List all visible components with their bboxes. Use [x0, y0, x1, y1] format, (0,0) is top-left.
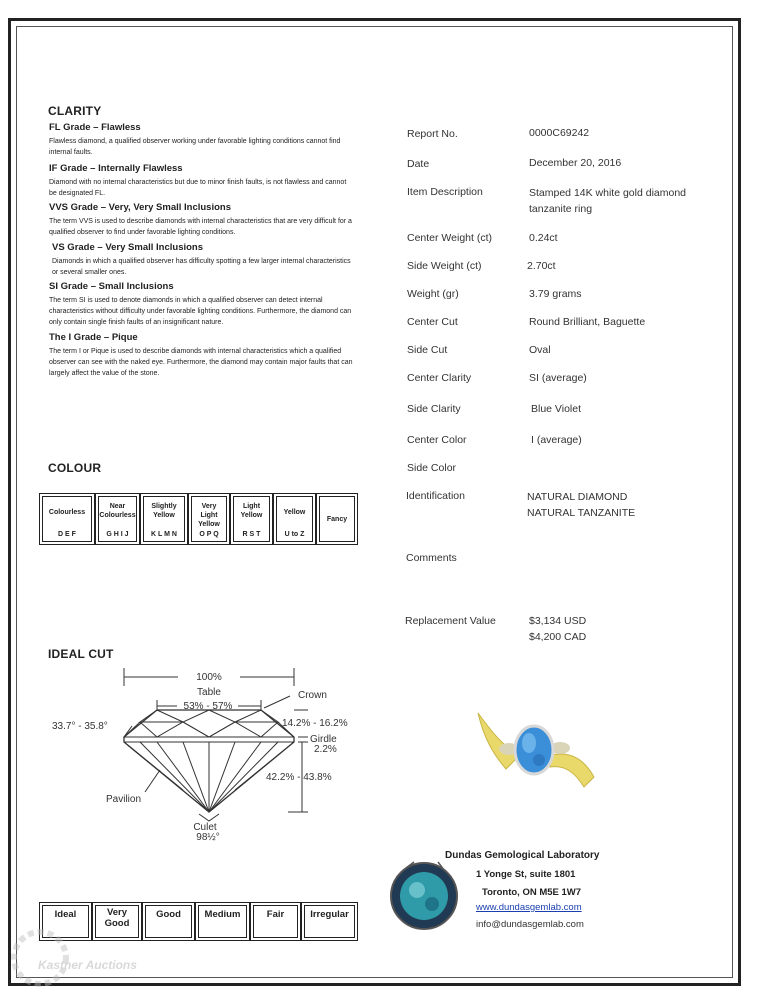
culet-pointer [199, 814, 219, 821]
colour-box-yellow [273, 493, 316, 545]
clarity-grade-fl [49, 122, 354, 158]
clarity-grade-i [49, 332, 354, 379]
clarity-grade-vvs [49, 202, 354, 238]
grade-desc: Diamonds in which a qualified observer has difficulty spotting a few larger internal characteristics or several smaller ones. [52, 258, 351, 276]
cut-box-label: Fair [266, 909, 285, 920]
grade-desc: The term I or Pique is used to describe diamonds with internal characteristics which a qualified observer can see with the naked eye. Furthermore, the diamond may contain major faults that can largely affect the value of the stone. [49, 348, 353, 377]
clarity-heading: CLARITY [48, 104, 102, 118]
report-label: Identification [406, 490, 465, 502]
colour-box-grades: O P Q [199, 531, 219, 538]
colour-box-label: Colourless [48, 509, 86, 516]
report-label: Side Color [407, 462, 457, 474]
report-label: Side Weight (ct) [407, 260, 482, 272]
report-label: Center Clarity [407, 372, 472, 384]
report-value: Blue Violet [531, 403, 582, 415]
clarity-grade-if [49, 163, 354, 199]
cut-box-label: Irregular [310, 909, 349, 920]
grade-desc: The term VVS is used to describe diamonds with internal characteristics that are very difficult for a qualified observer to find under favorable lighting conditions. [49, 218, 352, 236]
girdle-label: Girdle [310, 734, 337, 745]
report-value: $3,134 USD $4,200 CAD [529, 615, 587, 643]
report-value: 0.24ct [529, 232, 558, 244]
colour-box-label: Very Light Yellow [198, 503, 220, 528]
seal-center [400, 872, 448, 920]
colour-box-label: Near Colourless [99, 503, 136, 519]
width-label: 100% [196, 672, 222, 683]
report-label: Side Cut [407, 344, 448, 356]
report-value: 0000C69242 [529, 127, 590, 139]
report-label: Center Color [407, 434, 467, 446]
crown-label: Crown [298, 690, 327, 701]
colour-box-grades: D E F [58, 531, 76, 538]
clarity-grade-vs [52, 242, 357, 278]
report-value: SI (average) [529, 372, 587, 384]
colour-box-label: Slightly Yellow [151, 503, 177, 519]
crown-pointer [264, 696, 290, 708]
cut-box-fair [250, 902, 301, 941]
colour-box-grades: K L M N [151, 531, 177, 538]
colour-box-colourless [39, 493, 95, 545]
pavilion-depth-label: 42.2% - 43.8% [266, 772, 332, 783]
colour-box-very-light-yellow [188, 493, 230, 545]
crown-facets-upper [140, 710, 209, 737]
crown-facets [124, 722, 294, 737]
clarity-grade-si [49, 281, 354, 328]
report-value: Stamped 14K white gold diamond tanzanite ring [529, 187, 687, 215]
grade-desc: Diamond with no internal characteristics but due to minor finish faults, is not flawless and cannot be designated FL. [49, 179, 347, 197]
lab-email[interactable]: info@dundasgemlab.com [476, 919, 584, 930]
report-value: I (average) [531, 434, 582, 446]
cut-box-label: Very Good [104, 907, 130, 929]
grade-title: IF Grade – Internally Flawless [49, 163, 183, 174]
grade-desc: The term SI is used to denote diamonds in which a qualified observer can detect internal characteristics without difficulty under favorable lighting conditions. Furthermore, the diamond can only contain single finish faults of an insignificant nature. [49, 297, 352, 326]
lab-website-link[interactable]: www.dundasgemlab.com [476, 902, 582, 913]
report-label: Report No. [407, 128, 458, 140]
stone-shadow [533, 754, 545, 766]
report-value: 2.70ct [527, 260, 556, 272]
grade-title: VVS Grade – Very, Very Small Inclusions [49, 202, 231, 213]
culet-angle-label: 98½° [196, 832, 220, 843]
lab-address-line1: 1 Yonge St, suite 1801 [476, 869, 576, 880]
report-value: December 20, 2016 [529, 157, 622, 169]
stone-highlight [522, 733, 536, 753]
girdle-value-label: 2.2% [314, 744, 337, 755]
report-value: Round Brilliant, Baguette [529, 316, 646, 328]
pavilion-facet [140, 742, 209, 812]
lab-seal [386, 858, 462, 934]
report-value: 3.79 grams [529, 288, 582, 300]
report-label: Weight (gr) [407, 288, 459, 300]
colour-box-grades: G H I J [106, 531, 129, 538]
pavilion-label: Pavilion [106, 794, 142, 805]
ring-photo [472, 705, 597, 795]
colour-box-label: Light Yellow [240, 503, 263, 519]
report-label: Side Clarity [407, 403, 461, 415]
grade-title: FL Grade – Flawless [49, 122, 141, 133]
cut-box-label: Ideal [54, 909, 77, 920]
grade-title: The I Grade – Pique [49, 332, 138, 343]
grade-title: VS Grade – Very Small Inclusions [52, 242, 204, 253]
colour-box-fancy [316, 493, 358, 545]
ideal-cut-heading: IDEAL CUT [48, 647, 114, 661]
report-value: NATURAL DIAMOND NATURAL TANZANITE [527, 491, 636, 519]
pavilion-facet [124, 742, 183, 790]
tanzanite-stone [515, 726, 553, 774]
cut-box-medium [195, 902, 250, 941]
colour-heading: COLOUR [48, 461, 102, 475]
report-label: Center Weight (ct) [407, 232, 492, 244]
cut-box-label: Medium [204, 909, 241, 920]
colour-box-near-colourless [95, 493, 140, 545]
colour-box-grades: R S T [242, 531, 261, 538]
report-label: Center Cut [407, 316, 458, 328]
colour-box-light-yellow [230, 493, 273, 545]
pavilion-facet [209, 742, 261, 812]
ring-band-right [550, 754, 594, 787]
lab-address-line2: Toronto, ON M5E 1W7 [482, 887, 582, 898]
crown-height-label: 14.2% - 16.2% [282, 718, 348, 729]
seal-highlight [409, 882, 425, 898]
report-label: Item Description [407, 186, 483, 198]
report-label: Date [407, 158, 430, 170]
crown-angle-label: 33.7° - 35.8° [52, 721, 108, 732]
cut-box-irregular [301, 902, 358, 941]
table-label: Table [197, 687, 221, 698]
colour-box-grades: U to Z [284, 531, 305, 538]
colour-box-label: Yellow [283, 509, 306, 516]
watermark-text: Kastner Auctions [38, 958, 137, 972]
report-label: Comments [406, 552, 457, 564]
seal-shade [425, 897, 439, 911]
grade-title: SI Grade – Small Inclusions [49, 281, 174, 292]
diamond-cut-diagram [40, 664, 370, 844]
ring-band-left [478, 713, 520, 769]
grade-desc: Flawless diamond, a qualified observer working under favorable lighting conditions cannot find internal faults. [49, 138, 341, 156]
cut-box-label: Good [156, 909, 181, 920]
watermark [10, 928, 137, 990]
cut-box-good [142, 902, 195, 941]
table-range-label: 53% - 57% [183, 701, 233, 712]
report-label: Replacement Value [405, 615, 496, 627]
colour-box-label: Fancy [326, 516, 348, 523]
colour-box-slightly-yellow [140, 493, 188, 545]
pavilion-pointer [145, 770, 160, 792]
culet-label: Culet [193, 822, 217, 833]
pavilion-facet [157, 742, 209, 812]
report-value: Oval [529, 344, 551, 356]
lab-name: Dundas Gemological Laboratory [445, 850, 600, 861]
crown-facets-upper-right [209, 710, 278, 737]
